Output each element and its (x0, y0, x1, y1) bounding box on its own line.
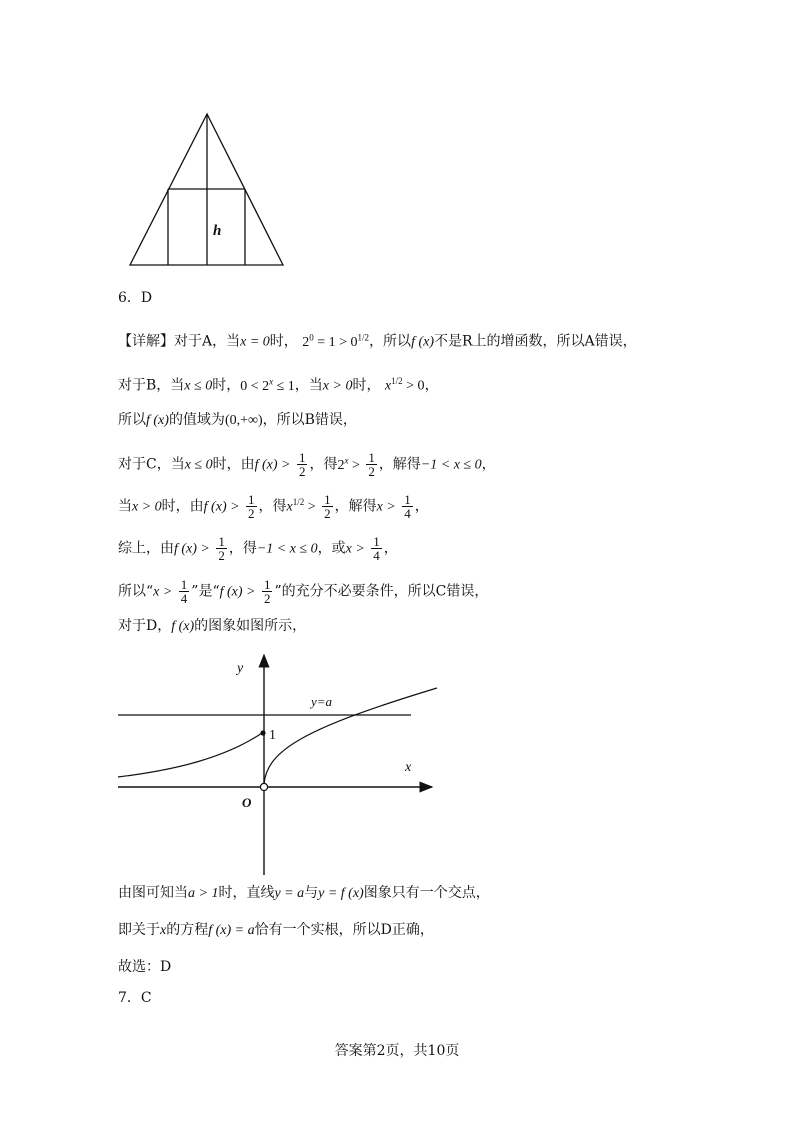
q6-line-8: 对于D，f (x)的图象如图所示， (118, 618, 307, 634)
triangle-figure (120, 108, 295, 273)
q6-line-2: 对于B，当x ≤ 0时，$0 < 2^x \le 1$，当x > 0时， $x^{1/2} > 0$， (118, 376, 439, 394)
y-axis-label: y (237, 661, 244, 676)
one-label: 1 (269, 728, 276, 743)
line-label: y=a (311, 694, 333, 709)
q6-line-4: 对于C，当x ≤ 0时，由f (x) > $\frac{1}{2}$ ，得$2^x$ > $\frac{1}{2}$ ，解得−1 < x ≤ 0， (118, 450, 496, 480)
q6-line-1: 【详解】对于A，当x = 0时， $2^0 = 1 > 0^{1/2}$，所以f (x)不是R上的增函数，所以A错误， (118, 332, 637, 350)
height-label: h (213, 223, 222, 239)
q6-line-7: 所以“x > $\frac{1}{4}$ ”是“f (x) > $\frac{1}{2}$ ”的充分不必要条件，所以C错误， (118, 577, 489, 606)
x-axis-label: x (405, 760, 412, 775)
question-6-answer: 6．D (118, 290, 153, 306)
q6-line-9: 由图可知当a > 1时，直线y = a与y = f (x)图象只有一个交点， (118, 885, 490, 901)
curve-left-branch (118, 733, 262, 777)
q6-line-5: 当x > 0时，由f (x) > $\frac{1}{2}$ ，得$x^{1/2}$ > $\frac{1}{2}$ ，解得x > $\frac{1}{4}$ ， (118, 492, 429, 522)
page-footer: 答案第2页，共10页 (334, 1043, 460, 1059)
question-7-answer: 7．C (118, 990, 152, 1006)
closed-point-at-1 (260, 730, 265, 735)
q6-line-10: 即关于x的方程f (x) = a恰有一个实根，所以D正确， (118, 922, 434, 938)
q6-conclusion: 故选：D (118, 959, 172, 975)
origin-label: O (242, 795, 252, 810)
function-graph (115, 650, 440, 880)
q6-line-3: 所以f (x)的值域为(0,+∞)，所以B错误， (118, 412, 357, 428)
q6-line-6: 综上，由f (x) > $\frac{1}{2}$ ，得−1 < x ≤ 0，或x > $\frac{1}{4}$ ， (118, 534, 398, 563)
open-point-at-origin (260, 783, 267, 790)
